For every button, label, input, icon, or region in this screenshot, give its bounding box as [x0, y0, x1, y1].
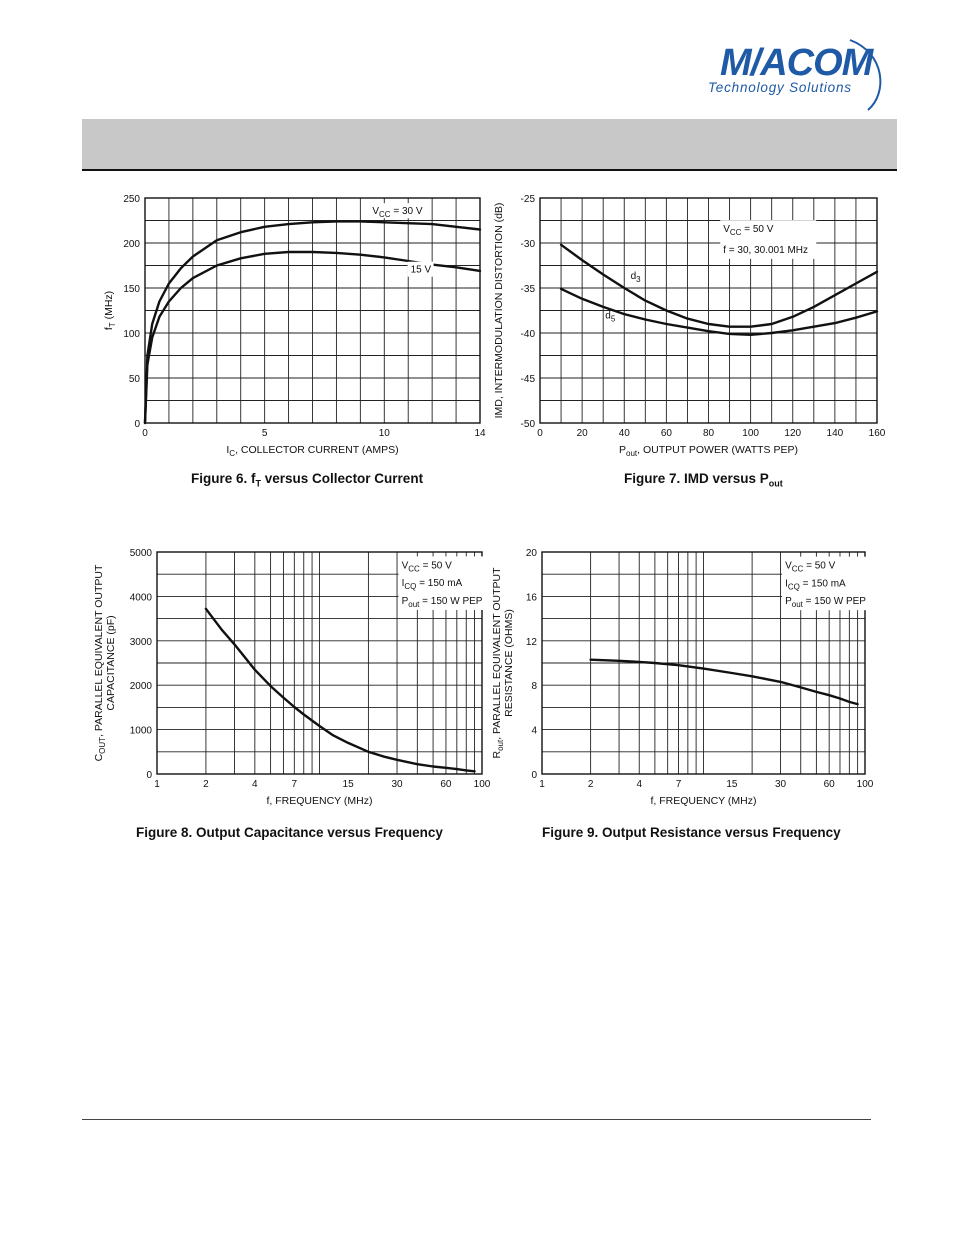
y-tick-label: -35 [520, 284, 535, 295]
y-tick-label: 4000 [129, 592, 152, 604]
x-tick-label: 80 [702, 428, 715, 439]
caption-fig8: Figure 8. Output Capacitance versus Frequency [136, 825, 443, 840]
x-tick-label: 20 [576, 428, 588, 439]
y-tick-label: 3000 [129, 636, 152, 648]
x-tick-label: 0 [537, 428, 543, 439]
x-tick-label: 120 [784, 428, 802, 439]
logo-tagline: Technology Solutions [708, 80, 852, 95]
y-tick-label: 250 [123, 194, 140, 205]
caption-fig6: Figure 6. $f_T$ versus Collector Current [191, 471, 424, 489]
logo-wordmark: M/ACOM [720, 42, 873, 84]
y-tick-label: 50 [128, 374, 140, 385]
y-axis-label: $R_{out}$, PARALLEL EQUIVALENT OUTPUT [491, 567, 505, 759]
y-tick-label: -45 [520, 374, 535, 385]
annotation-label: $d_3$ [630, 271, 641, 284]
x-tick-label: 2 [203, 779, 209, 790]
caption-fig9: Figure 9. Output Resistance versus Frequency [542, 825, 841, 840]
header-bar [82, 119, 897, 171]
x-tick-label: 15 [342, 779, 354, 790]
chart-fig8 [90, 540, 500, 820]
x-tick-label: 160 [868, 428, 886, 439]
y-tick-label: 0 [134, 419, 140, 430]
x-tick-label: 0 [142, 428, 148, 439]
x-tick-label: 5 [261, 428, 268, 439]
annotation-label: $V_{CC} = 50$ V [723, 224, 774, 238]
x-axis-label: $P_{out}$, OUTPUT POWER (WATTS PEP) [619, 444, 798, 458]
y-tick-label: 1000 [129, 725, 152, 737]
annotation-label: $V_{CC} = 30$ V [372, 206, 423, 220]
chart-fig9 [490, 540, 900, 820]
footer-rule [82, 1119, 871, 1120]
annotation-label: $I_{CQ} = 150$ mA [785, 578, 846, 592]
y-tick-label: 8 [531, 681, 537, 693]
x-tick-label: 100 [856, 779, 874, 790]
x-tick-label: 60 [823, 779, 835, 790]
annotation-label: $P_{out} = 150$ W PEP [785, 596, 866, 610]
x-tick-label: 7 [291, 779, 298, 790]
x-tick-label: 60 [440, 779, 452, 790]
annotation-label: $d_5$ [605, 310, 616, 324]
x-axis-label: f, FREQUENCY (MHz) [266, 795, 373, 807]
y-tick-label: 150 [123, 284, 140, 295]
annotation-label: $I_{CQ} = 150$ mA [401, 578, 463, 592]
x-tick-label: 15 [726, 779, 738, 790]
x-tick-label: 60 [660, 428, 672, 439]
series-line [206, 609, 475, 772]
chart-fig7 [490, 185, 900, 465]
y-axis-label: IMD, INTERMODULATION DISTORTION (dB) [493, 202, 505, 419]
annotation-label: $V_{CC} = 50$ V [401, 560, 452, 574]
y-tick-label: 2000 [129, 681, 152, 693]
y-axis-label: $f_T$ (MHz) [103, 290, 117, 331]
y-tick-label: 0 [531, 770, 537, 781]
y-tick-label: 4 [531, 725, 537, 737]
y-tick-label: -40 [520, 329, 535, 340]
x-axis-label: f, FREQUENCY (MHz) [650, 795, 757, 807]
annotation-label: f = 30, 30.001 MHz [723, 244, 809, 256]
x-tick-label: 1 [539, 779, 545, 790]
y-tick-label: 0 [146, 770, 152, 781]
x-tick-label: 7 [675, 779, 682, 790]
annotation-label: $P_{out} = 150$ W PEP [401, 595, 483, 609]
x-tick-label: 100 [742, 428, 759, 439]
x-tick-label: 30 [391, 779, 403, 790]
y-tick-label: -50 [520, 419, 535, 430]
series-line [591, 660, 858, 704]
y-axis-label: RESISTANCE (OHMS) [503, 609, 515, 717]
x-tick-label: 1 [154, 779, 160, 790]
y-axis-label: $C_{OUT}$, PARALLEL EQUIVALENT OUTPUT [93, 564, 107, 762]
company-logo [700, 38, 890, 116]
x-tick-label: 2 [587, 779, 594, 790]
y-tick-label: 12 [525, 636, 537, 648]
y-axis-label: CAPACITANCE (pF) [105, 615, 117, 711]
x-tick-label: 30 [774, 779, 787, 790]
y-tick-label: 16 [525, 592, 537, 604]
x-tick-label: 140 [826, 428, 844, 439]
x-axis-label: $I_C$, COLLECTOR CURRENT (AMPS) [226, 444, 399, 458]
x-tick-label: 14 [474, 428, 486, 439]
caption-fig7: Figure 7. IMD versus $P_{out}$ [624, 471, 783, 489]
y-tick-label: -25 [520, 194, 535, 205]
y-tick-label: -30 [520, 239, 535, 250]
x-tick-label: 10 [378, 428, 390, 439]
y-tick-label: 5000 [129, 548, 152, 559]
y-tick-label: 200 [123, 239, 140, 250]
y-tick-label: 20 [525, 548, 537, 559]
chart-fig6 [90, 185, 500, 465]
annotation-label: 15 V [410, 264, 432, 276]
y-tick-label: 100 [123, 329, 140, 340]
x-tick-label: 100 [473, 779, 491, 790]
x-tick-label: 4 [636, 779, 643, 790]
annotation-label: $V_{CC} = 50$ V [785, 560, 836, 574]
x-tick-label: 4 [252, 779, 258, 790]
x-tick-label: 40 [618, 428, 630, 439]
